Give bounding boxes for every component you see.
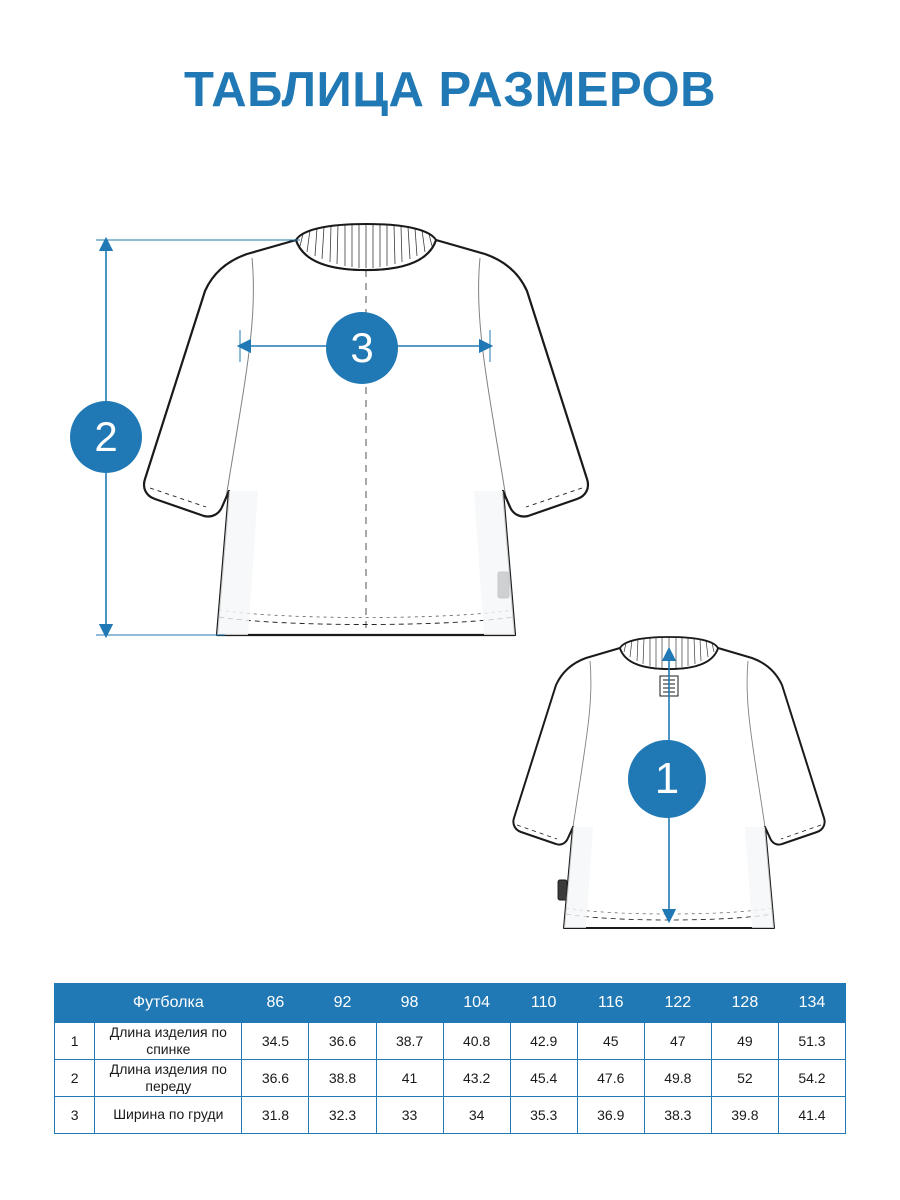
row-label: Ширина по груди <box>95 1097 242 1134</box>
row-index: 1 <box>55 1023 95 1060</box>
cell-value: 35.3 <box>510 1097 577 1134</box>
cell-value: 41 <box>376 1060 443 1097</box>
callout-badge-1: 1 <box>628 740 706 818</box>
callout-badge-3: 3 <box>326 312 398 384</box>
table-row <box>55 1097 846 1134</box>
header-size-92: 92 <box>309 984 376 1023</box>
cell-value: 38.7 <box>376 1023 443 1060</box>
cell-value: 34.5 <box>242 1023 309 1060</box>
header-size-128: 128 <box>711 984 778 1023</box>
cell-value: 38.3 <box>644 1097 711 1134</box>
header-size-134: 134 <box>778 984 845 1023</box>
header-size-98: 98 <box>376 984 443 1023</box>
cell-value: 39.8 <box>711 1097 778 1134</box>
cell-value: 52 <box>711 1060 778 1097</box>
cell-value: 36.6 <box>242 1060 309 1097</box>
row-index: 2 <box>55 1060 95 1097</box>
callout-badge-2: 2 <box>70 401 142 473</box>
table-header-row <box>55 984 846 1023</box>
cell-value: 38.8 <box>309 1060 376 1097</box>
tshirt-front-view <box>144 224 588 640</box>
size-table-wrapper <box>54 983 846 1134</box>
cell-value: 42.9 <box>510 1023 577 1060</box>
row-label: Длина изделия по спинке <box>95 1023 242 1060</box>
cell-value: 47 <box>644 1023 711 1060</box>
cell-value: 36.9 <box>577 1097 644 1134</box>
cell-value: 34 <box>443 1097 510 1134</box>
header-product-name: Футболка <box>95 984 242 1023</box>
header-size-86: 86 <box>242 984 309 1023</box>
garment-illustration <box>0 180 900 950</box>
header-size-110: 110 <box>510 984 577 1023</box>
cell-value: 54.2 <box>778 1060 845 1097</box>
page-title: ТАБЛИЦА РАЗМЕРОВ <box>183 63 717 117</box>
cell-value: 40.8 <box>443 1023 510 1060</box>
cell-value: 36.6 <box>309 1023 376 1060</box>
cell-value: 51.3 <box>778 1023 845 1060</box>
cell-value: 49.8 <box>644 1060 711 1097</box>
cell-value: 47.6 <box>577 1060 644 1097</box>
size-table <box>54 983 846 1134</box>
cell-value: 31.8 <box>242 1097 309 1134</box>
table-row <box>55 1023 846 1060</box>
cell-value: 33 <box>376 1097 443 1134</box>
cell-value: 45.4 <box>510 1060 577 1097</box>
header-size-122: 122 <box>644 984 711 1023</box>
cell-value: 49 <box>711 1023 778 1060</box>
table-row <box>55 1060 846 1097</box>
cell-value: 41.4 <box>778 1097 845 1134</box>
cell-value: 45 <box>577 1023 644 1060</box>
row-label: Длина изделия по переду <box>95 1060 242 1097</box>
header-size-104: 104 <box>443 984 510 1023</box>
row-index: 3 <box>55 1097 95 1134</box>
cell-value: 43.2 <box>443 1060 510 1097</box>
cell-value: 32.3 <box>309 1097 376 1134</box>
header-size-116: 116 <box>577 984 644 1023</box>
header-index <box>55 984 95 1023</box>
